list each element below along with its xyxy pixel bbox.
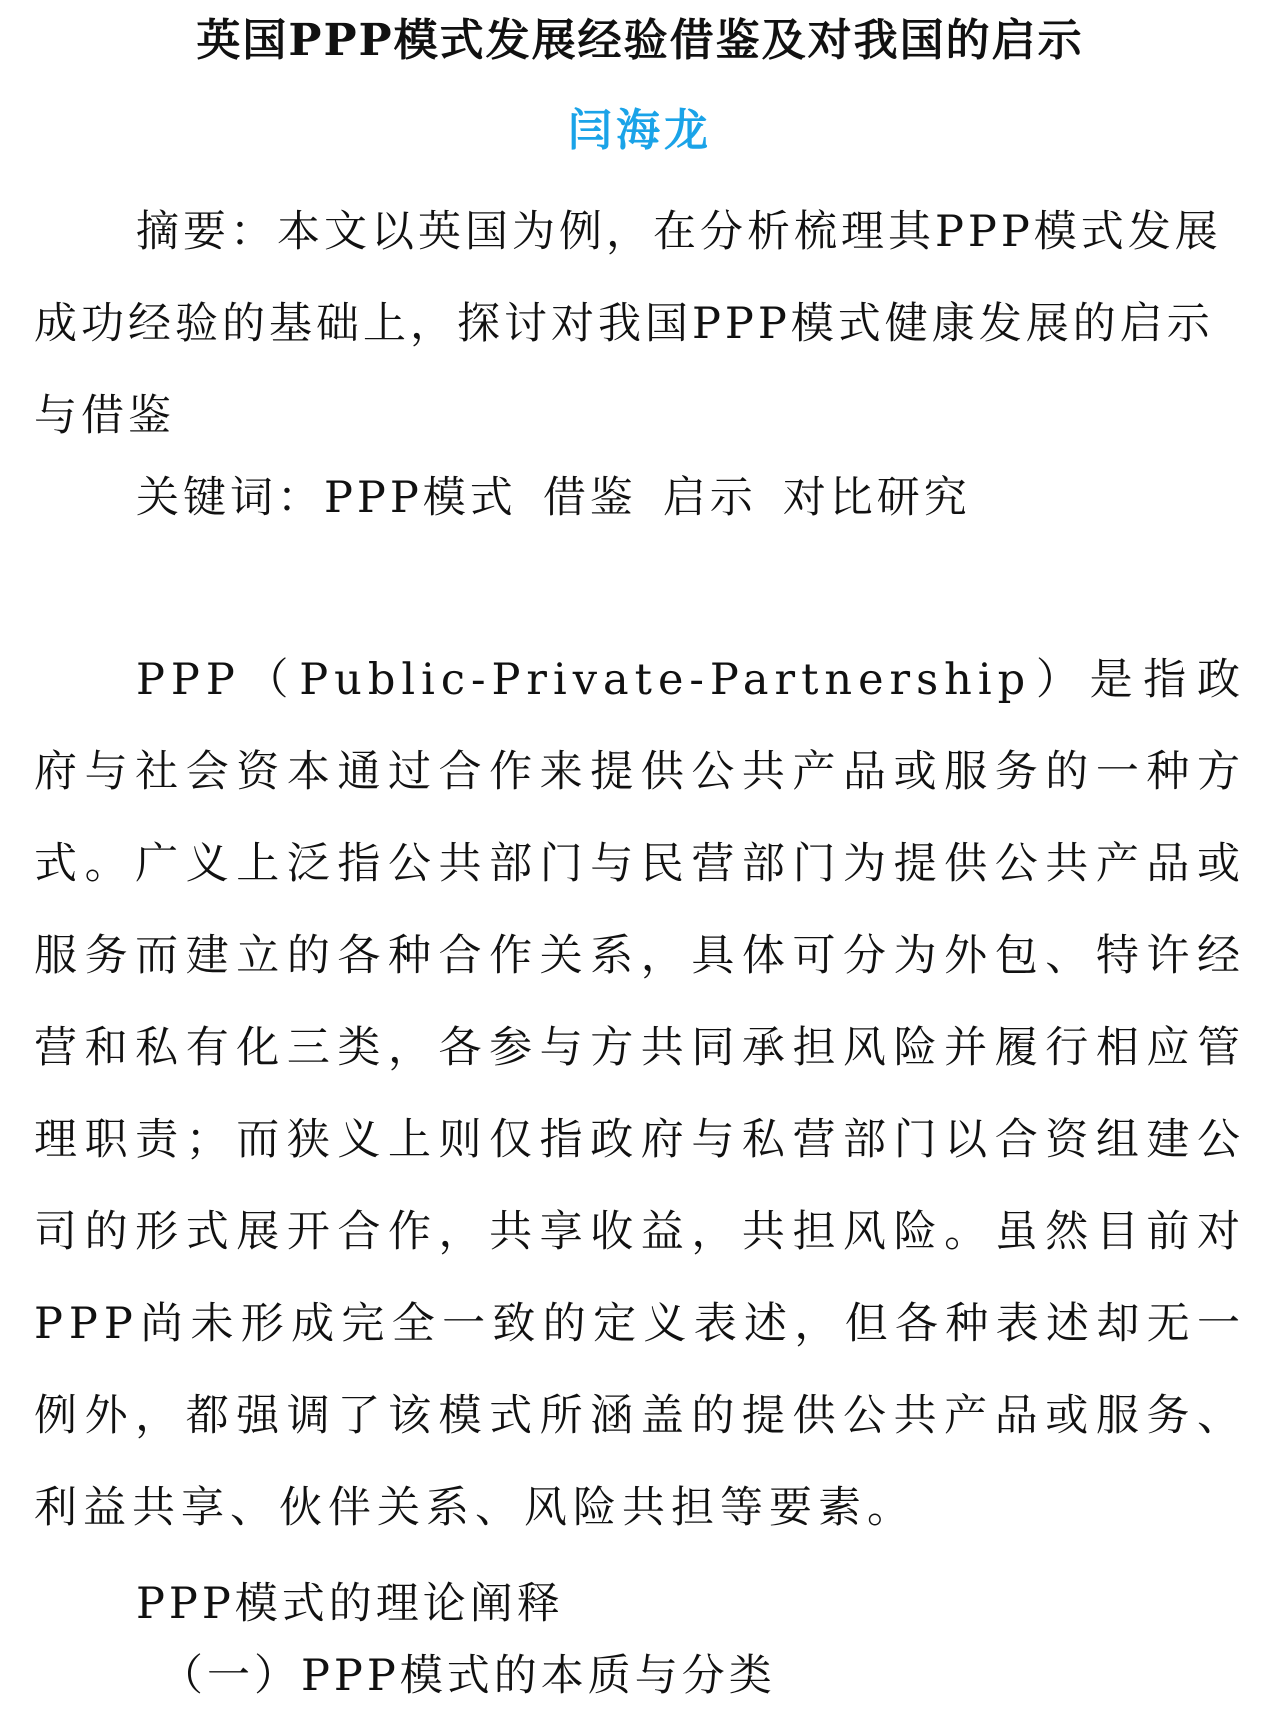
keyword: 启示 [662,473,757,523]
keyword: 借鉴 [542,473,637,523]
abstract: 摘要：本文以英国为例，在分析梳理其PPP模式发展成功经验的基础上，探讨对我国PPP模式健康发展的启示与借鉴 [34,207,1222,441]
subsection-heading: （一）PPP模式的本质与分类 [160,1651,776,1701]
keywords-label: 关键词： [136,473,324,523]
section-heading: PPP模式的理论阐释 [136,1579,564,1629]
body-paragraph: PPP（Public-Private-Partnership）是指政府与社会资本通过合作来提供公共产品或服务的一种方式。广义上泛指公共部门与民营部门为提供公共产品或服务而建立的各种合作关系，具体可分为外包、特许经营和私有化三类，各参与方共同承担风险并履行相应管理职责；而狭义上则仅指政府与私营部门以合资组建公司的形式展开合作，共享收益，共担风险。虽然目前对PPP尚未形成完全一致的定义表述，但各种表述却无一例外，都强调了该模式所涵盖的提供公共产品或服务、利益共享、伙伴关系、风险共担等要素。 [34,655,1246,1533]
author-name: 闫海龙 [568,105,712,156]
keyword: 对比研究 [782,473,971,523]
keywords-line [136,452,997,544]
document-title: 英国PPP模式发展经验借鉴及对我国的启示 [196,15,1084,66]
keyword: PPP模式 [324,473,517,523]
